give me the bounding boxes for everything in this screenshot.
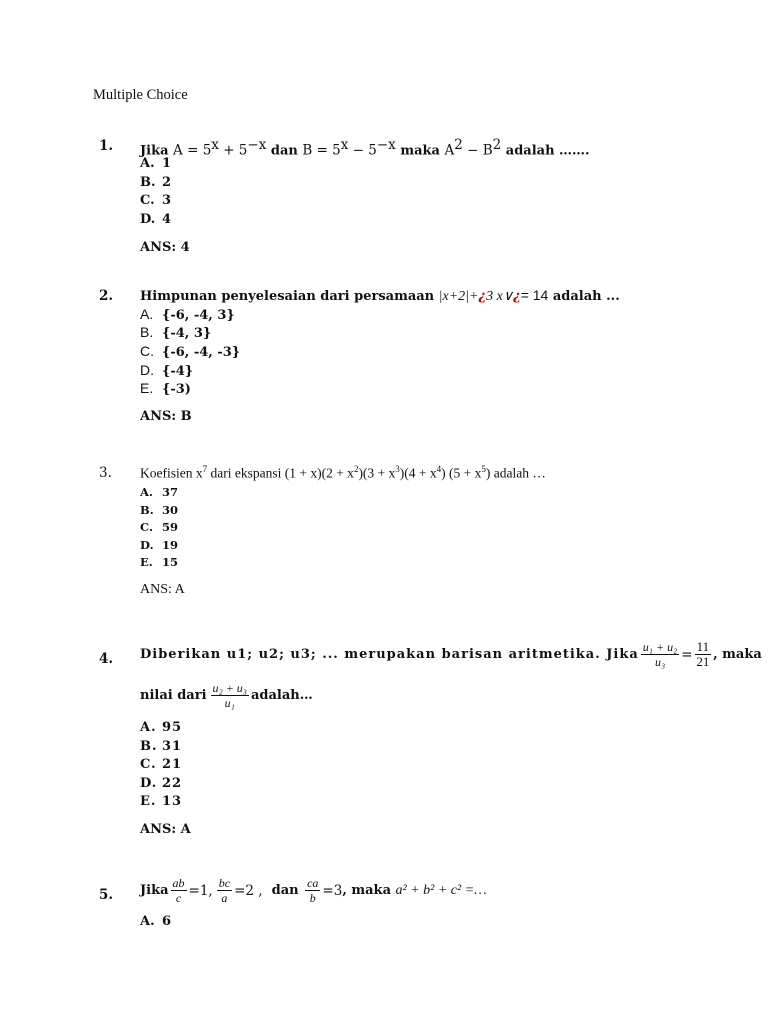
question-text [140, 137, 590, 158]
text: )(3 + x [358, 465, 396, 481]
text: ) (5 + x [441, 465, 482, 481]
option-letter: C. [140, 193, 155, 208]
fraction [217, 876, 232, 905]
option [140, 212, 171, 227]
option-value: 6 [162, 914, 172, 929]
option [140, 156, 171, 171]
text: ) adalah … [485, 465, 546, 481]
denominator: b [309, 891, 316, 905]
math: B = 5 [302, 142, 341, 159]
option-letter: D. [140, 776, 158, 791]
option-value: {-3) [162, 382, 191, 397]
option [140, 175, 171, 190]
text: dan [262, 883, 304, 898]
option-value: 30 [162, 503, 179, 517]
option-letter: B. [140, 503, 154, 517]
numerator: bc [218, 876, 231, 890]
denominator: 21 [696, 654, 710, 669]
option-letter: A. [140, 485, 153, 499]
answer: ANS: B [140, 409, 192, 424]
numerator: u₁ + u₂ [642, 640, 678, 654]
option [140, 520, 178, 534]
math-sup: −x [247, 137, 267, 153]
answer: ANS: 4 [140, 240, 190, 255]
numerator: 11 [696, 639, 710, 654]
option-value: {-6, -4, -3} [162, 345, 241, 360]
option-value: 31 [162, 739, 183, 754]
fraction [211, 681, 249, 710]
question-number: 3. [99, 465, 112, 481]
option-letter: B. [140, 175, 156, 190]
fraction [305, 876, 320, 905]
text: Himpunan penyelesaian dari persamaan [140, 289, 439, 304]
heading: Multiple Choice [93, 87, 188, 103]
option-value: 13 [162, 794, 183, 809]
math: − B [462, 142, 493, 159]
question-text [140, 464, 546, 482]
option-value: 2 [162, 175, 172, 190]
text: Jika [140, 143, 174, 159]
math: 3 x∨ [486, 289, 514, 304]
text: )(4 + x [399, 465, 437, 481]
option-value: 1 [162, 156, 172, 171]
option-letter: E. [140, 794, 157, 809]
option-value: {-4, 3} [162, 326, 212, 341]
option [140, 538, 178, 552]
text: adalah ……. [501, 143, 590, 159]
text: Koefisien x [140, 465, 203, 481]
option-value: 95 [162, 720, 183, 735]
fraction [171, 876, 187, 905]
denominator: c [175, 891, 182, 905]
option [140, 380, 191, 397]
text: dan [266, 143, 303, 159]
numerator: ca [307, 876, 319, 890]
text: nilai dari [140, 688, 207, 703]
math-sup: 2 [492, 137, 502, 153]
math-sup: x [340, 137, 349, 153]
math-sup: 2 [353, 464, 359, 474]
option [140, 485, 178, 499]
option-letter: A. [140, 306, 154, 322]
option [140, 555, 178, 569]
option-letter: A. [140, 156, 155, 171]
option [140, 720, 182, 735]
option [140, 362, 193, 379]
math-sup: 3 [395, 464, 400, 474]
math-glyph: ¿ [513, 289, 521, 304]
option-value: 59 [162, 520, 179, 534]
math: =1, [188, 882, 213, 899]
text: , maka [713, 647, 762, 662]
math: |x+2|+ [438, 289, 479, 304]
option-letter: C. [140, 757, 157, 772]
option [140, 794, 182, 809]
option-letter: E. [140, 555, 153, 569]
math: A [444, 142, 455, 159]
option [140, 739, 182, 754]
question-text [140, 639, 762, 669]
option-value: 3 [162, 193, 172, 208]
option [140, 757, 182, 772]
denominator: u₁ [224, 696, 235, 710]
answer: ANS: A [140, 582, 185, 597]
math-sup: 5 [481, 464, 486, 474]
fraction [641, 640, 679, 669]
fraction [695, 640, 712, 669]
question-text [140, 876, 487, 905]
option-letter: B. [140, 324, 154, 340]
option-value: {-4} [162, 364, 194, 379]
option [140, 343, 240, 360]
option-value: 37 [162, 485, 179, 499]
denominator: a [221, 891, 228, 905]
question-number: 2. [99, 288, 114, 304]
question-text-line-2 [140, 681, 313, 710]
option-value: {-6, -4, 3} [162, 308, 235, 323]
option-letter: A. [140, 720, 157, 735]
math: − 5 [348, 142, 377, 159]
option-value: 15 [162, 555, 179, 569]
text: Jika [140, 883, 169, 898]
option-letter: E. [140, 380, 154, 396]
option [140, 324, 211, 341]
option-value: 4 [162, 212, 172, 227]
text: Diberikan u1; u2; u3; ... merupakan barisan aritmetika. Jika [140, 647, 639, 662]
math-glyph: ¿ [478, 289, 487, 304]
answer: ANS: A [140, 822, 191, 837]
math: = [681, 646, 693, 663]
question-number: 4. [99, 651, 114, 667]
math-sup: 7 [202, 464, 208, 474]
math: A = 5 [173, 142, 212, 159]
numerator: ab [172, 876, 185, 890]
question-number: 5. [99, 887, 114, 903]
option [140, 914, 171, 929]
math-sup: −x [376, 137, 396, 153]
math: a² + b² + c² =… [395, 882, 487, 898]
fraction-expression [639, 640, 762, 669]
text: , maka [342, 883, 396, 898]
math: = 14 [520, 287, 549, 303]
option [140, 503, 178, 517]
math-sup: 4 [436, 464, 442, 474]
option [140, 306, 235, 323]
option [140, 776, 182, 791]
option-letter: D. [140, 538, 154, 552]
option-letter: C. [140, 343, 154, 359]
numerator: u₂ + u₃ [212, 681, 247, 695]
option-letter: A. [140, 914, 155, 929]
text: adalah ... [548, 289, 620, 304]
option-letter: D. [140, 212, 156, 227]
text: dari ekspansi (1 + x)(2 + x [207, 465, 354, 481]
question-text [140, 287, 620, 305]
option-value: 21 [162, 757, 183, 772]
math-sup: x [211, 137, 219, 153]
math-sup: 2 [454, 137, 463, 153]
math: =3 [322, 882, 343, 899]
question-number: 1. [99, 138, 114, 154]
math: + 5 [218, 142, 248, 159]
option [140, 193, 171, 208]
option-value: 22 [162, 776, 183, 791]
math: =2 , [234, 882, 263, 899]
denominator: u₃ [654, 655, 666, 669]
text: maka [395, 143, 445, 159]
text: adalah… [250, 688, 313, 703]
option-letter: B. [140, 739, 158, 754]
option-letter: D. [140, 362, 154, 378]
option-letter: C. [140, 520, 153, 534]
option-value: 19 [162, 538, 179, 552]
